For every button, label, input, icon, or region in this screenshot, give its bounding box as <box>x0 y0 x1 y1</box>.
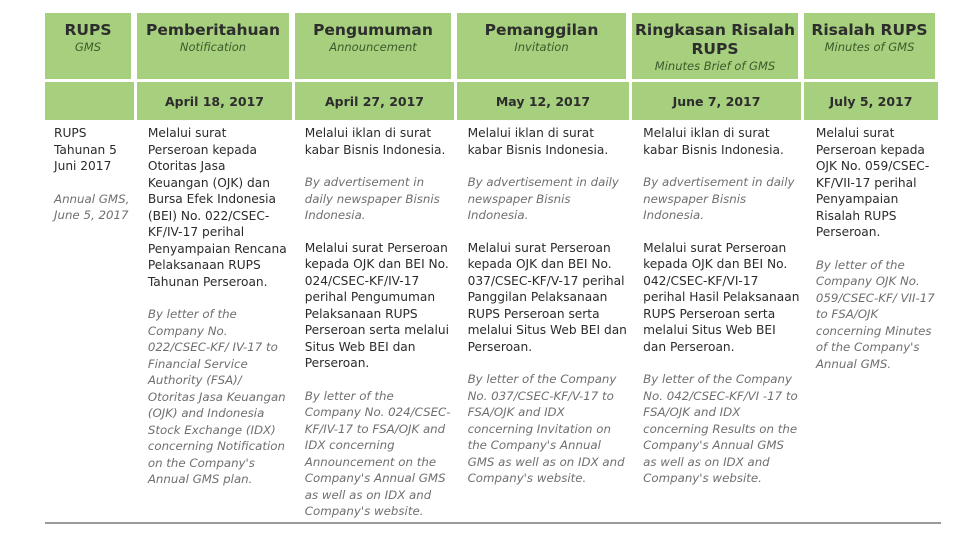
cell-text-id: Melalui surat Perseroan kepada OJK No. 059/CSEC-KF/VII-17 perihal Penyampaian Risalah RUPS Perseroan. <box>815 126 930 239</box>
date-cell: June 7, 2017 <box>632 82 801 120</box>
body-cell-notification <box>139 125 292 536</box>
cell-text-id: Melalui surat Perseroan kepada Otoritas Jasa Keuangan (OJK) dan Bursa Efek Indonesia (BEI) No. 022/CSEC-KF/IV-17 perihal Penyampaian Rencana Pelaksanaan RUPS Tahunan Perseroan. <box>147 126 287 289</box>
cell-text-id-2: Melalui surat Perseroan kepada OJK dan BEI No. 037/CSEC-KF/V-17 perihal Panggilan Pelaksanaan RUPS Perseroan serta melalui Situs Web BEI dan Perseroan. <box>467 240 627 354</box>
header-cell <box>295 13 451 79</box>
column-title: Pengumuman <box>313 21 433 39</box>
body-cell-minutes-brief <box>636 125 803 536</box>
header-col-rups <box>45 13 134 120</box>
cell-text-en-2: By letter of the Company No. 042/CSEC-KF/VI -17 to FSA/OJK and IDX concerning Results on the Company's Annual GMS as well as on IDX and Company's website. <box>643 372 798 485</box>
header-col-minutes-brief <box>632 13 801 120</box>
body-cell-invitation <box>461 125 631 536</box>
header-col-minutes <box>804 13 938 120</box>
column-subtitle: Notification <box>179 40 247 54</box>
bottom-divider <box>45 522 941 524</box>
header-col-announcement <box>295 13 454 120</box>
date-cell: July 5, 2017 <box>804 82 938 120</box>
body-cell-minutes <box>809 125 941 536</box>
cell-text-en-2: By letter of the Company No. 024/CSEC-KF/IV-17 to FSA/OJK and IDX concerning Announcement on the Company's Annual GMS as well as on IDX and Company's website. <box>304 388 451 518</box>
column-title: Pemanggilan <box>484 21 599 39</box>
column-title: Ringkasan Risalah RUPS <box>634 21 795 58</box>
cell-text-id: Melalui iklan di surat kabar Bisnis Indonesia. <box>304 126 446 157</box>
date-cell: April 27, 2017 <box>295 82 454 120</box>
date-cell: April 18, 2017 <box>137 82 292 120</box>
column-subtitle: Invitation <box>514 40 569 54</box>
header-col-notification <box>137 13 292 120</box>
header-cell <box>45 13 131 79</box>
header-cell <box>137 13 289 79</box>
table-header <box>45 13 941 120</box>
cell-text-en-2: By letter of the Company No. 037/CSEC-KF/V-17 to FSA/OJK and IDX concerning Invitation on the Company's Annual GMS as well as on IDX and Company's website. <box>467 372 625 485</box>
column-subtitle: Minutes Brief of GMS <box>654 59 776 73</box>
column-title: Risalah RUPS <box>811 21 928 39</box>
column-title: Pemberitahuan <box>145 21 281 39</box>
body-cell-rups <box>45 125 133 536</box>
header-cell <box>457 13 626 79</box>
column-subtitle: Announcement <box>329 40 417 54</box>
table-body <box>45 125 941 536</box>
date-cell: May 12, 2017 <box>457 82 629 120</box>
cell-text-id: Melalui iklan di surat kabar Bisnis Indonesia. <box>467 126 609 157</box>
body-cell-announcement <box>298 125 455 536</box>
header-cell <box>632 13 798 79</box>
cell-text-id-2: Melalui surat Perseroan kepada OJK dan BEI No. 042/CSEC-KF/VI-17 perihal Hasil Pelaksanaan RUPS Perseroan serta melalui Situs Web BEI dan Perseroan. <box>643 240 800 354</box>
column-subtitle: Minutes of GMS <box>824 40 915 54</box>
column-title: RUPS <box>64 21 112 39</box>
cell-text-en: By advertisement in daily newspaper Bisnis Indonesia. <box>467 175 619 222</box>
header-cell <box>804 13 935 79</box>
cell-text-en: Annual GMS, June 5, 2017 <box>54 191 130 222</box>
date-cell <box>45 82 134 120</box>
cell-text-en: By advertisement in daily newspaper Bisnis Indonesia. <box>643 175 795 222</box>
header-col-invitation <box>457 13 629 120</box>
column-subtitle: GMS <box>74 40 102 54</box>
cell-text-id-2: Melalui surat Perseroan kepada OJK dan BEI No. 024/CSEC-KF/IV-17 perihal Pengumuman Pelaksanaan RUPS Perseroan serta melalui Situs Web BEI dan Perseroan. <box>304 240 449 370</box>
gms-schedule-table <box>45 13 941 536</box>
cell-text-en: By letter of the Company No. 022/CSEC-KF/ IV-17 to Financial Service Authority (FSA)/ Otoritas Jasa Keuangan (OJK) and Indonesia Stock Exchange (IDX) concerning Notification on the Company's Annual GMS plan. <box>147 307 286 486</box>
cell-text-en: By advertisement in daily newspaper Bisnis Indonesia. <box>304 175 440 222</box>
cell-text-id: RUPS Tahunan 5 Juni 2017 <box>54 126 117 173</box>
cell-text-id: Melalui iklan di surat kabar Bisnis Indonesia. <box>643 126 784 157</box>
cell-text-en: By letter of the Company OJK No. 059/CSEC-KF/ VII-17 to FSA/OJK concerning Minutes of the Company's Annual GMS. <box>815 257 935 371</box>
